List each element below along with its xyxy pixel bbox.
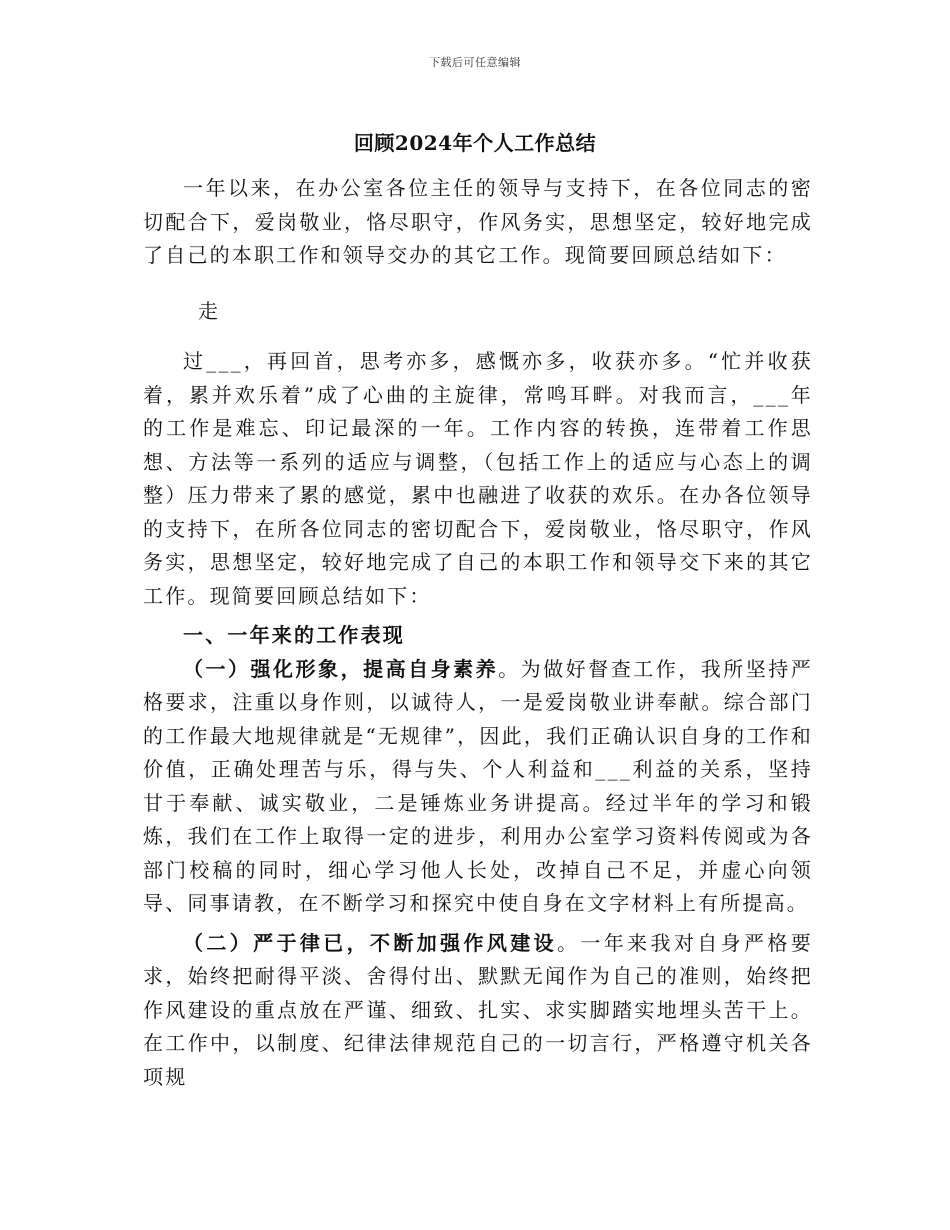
subsection-1 xyxy=(143,653,813,921)
main-body xyxy=(143,345,813,1094)
document-title: 回顾2024年个人工作总结 xyxy=(353,131,597,155)
subsection-2-title: （二）严于律已，不断加强作风建设 xyxy=(183,930,558,955)
section-heading-1: 一、一年来的工作表现 xyxy=(183,623,405,647)
intro-block xyxy=(143,172,813,273)
intro-paragraph: 一年以来，在办公室各位主任的领导与支持下，在各位同志的密切配合下，爱岗敬业，恪尽职守，作风务实，思想坚定，较好地完成了自己的本职工作和领导交办的其它工作。现简要回顾总结如下： xyxy=(143,176,813,267)
lone-character: 走 xyxy=(198,299,218,323)
paragraph-1: 过___，再回首，思考亦多，感慨亦多，收获亦多。“忙并收获着，累并欢乐着”成了心曲的主旋律，常鸣耳畔。对我而言，___年的工作是难忘、印记最深的一年。工作内容的转换，连带着工作思想、方法等一系列的适应与调整，（包括工作上的适应与心态上的调整）压力带来了累的感觉，累中也融进了收获的欢乐。在办各位领导的支持下，在所各位同志的密切配合下，爱岗敬业，恪尽职守，作风务实，思想坚定，较好地完成了自己的本职工作和领导交下来的其它工作。现简要回顾总结如下： xyxy=(143,349,813,608)
subsection-2 xyxy=(143,927,813,1095)
subsection-1-body: 。为做好督查工作，我所坚持严格要求，注重以身作则，以诚待人，一是爱岗敬业讲奉献。综合部门的工作最大地规律就是“无规律”，因此，我们正确认识自身的工作和价值，正确处理苦与乐，得与失、个人利益和___利益的关系，坚持甘于奉献、诚实敬业，二是锤炼业务讲提高。经过半年的学习和锻炼，我们在工作上取得一定的进步，利用办公室学习资料传阅或为各部门校稿的同时，细心学习他人长处，改掉自己不足，并虚心向领导、同事请教，在不断学习和探究中使自身在文字材料上有所提高。 xyxy=(143,656,813,915)
subsection-1-title: （一）强化形象，提高自身素养 xyxy=(183,656,499,681)
header-note: 下载后可任意编辑 xyxy=(429,56,521,69)
subsection-2-body: 。一年来我对自身严格要求，始终把耐得平淡、舍得付出、默默无闻作为自己的准则，始终把作风建设的重点放在严谨、细致、扎实、求实脚踏实地埋头苦干上。在工作中，以制度、纪律法律规范自己的一切言行，严格遵守机关各项规 xyxy=(143,930,813,1089)
